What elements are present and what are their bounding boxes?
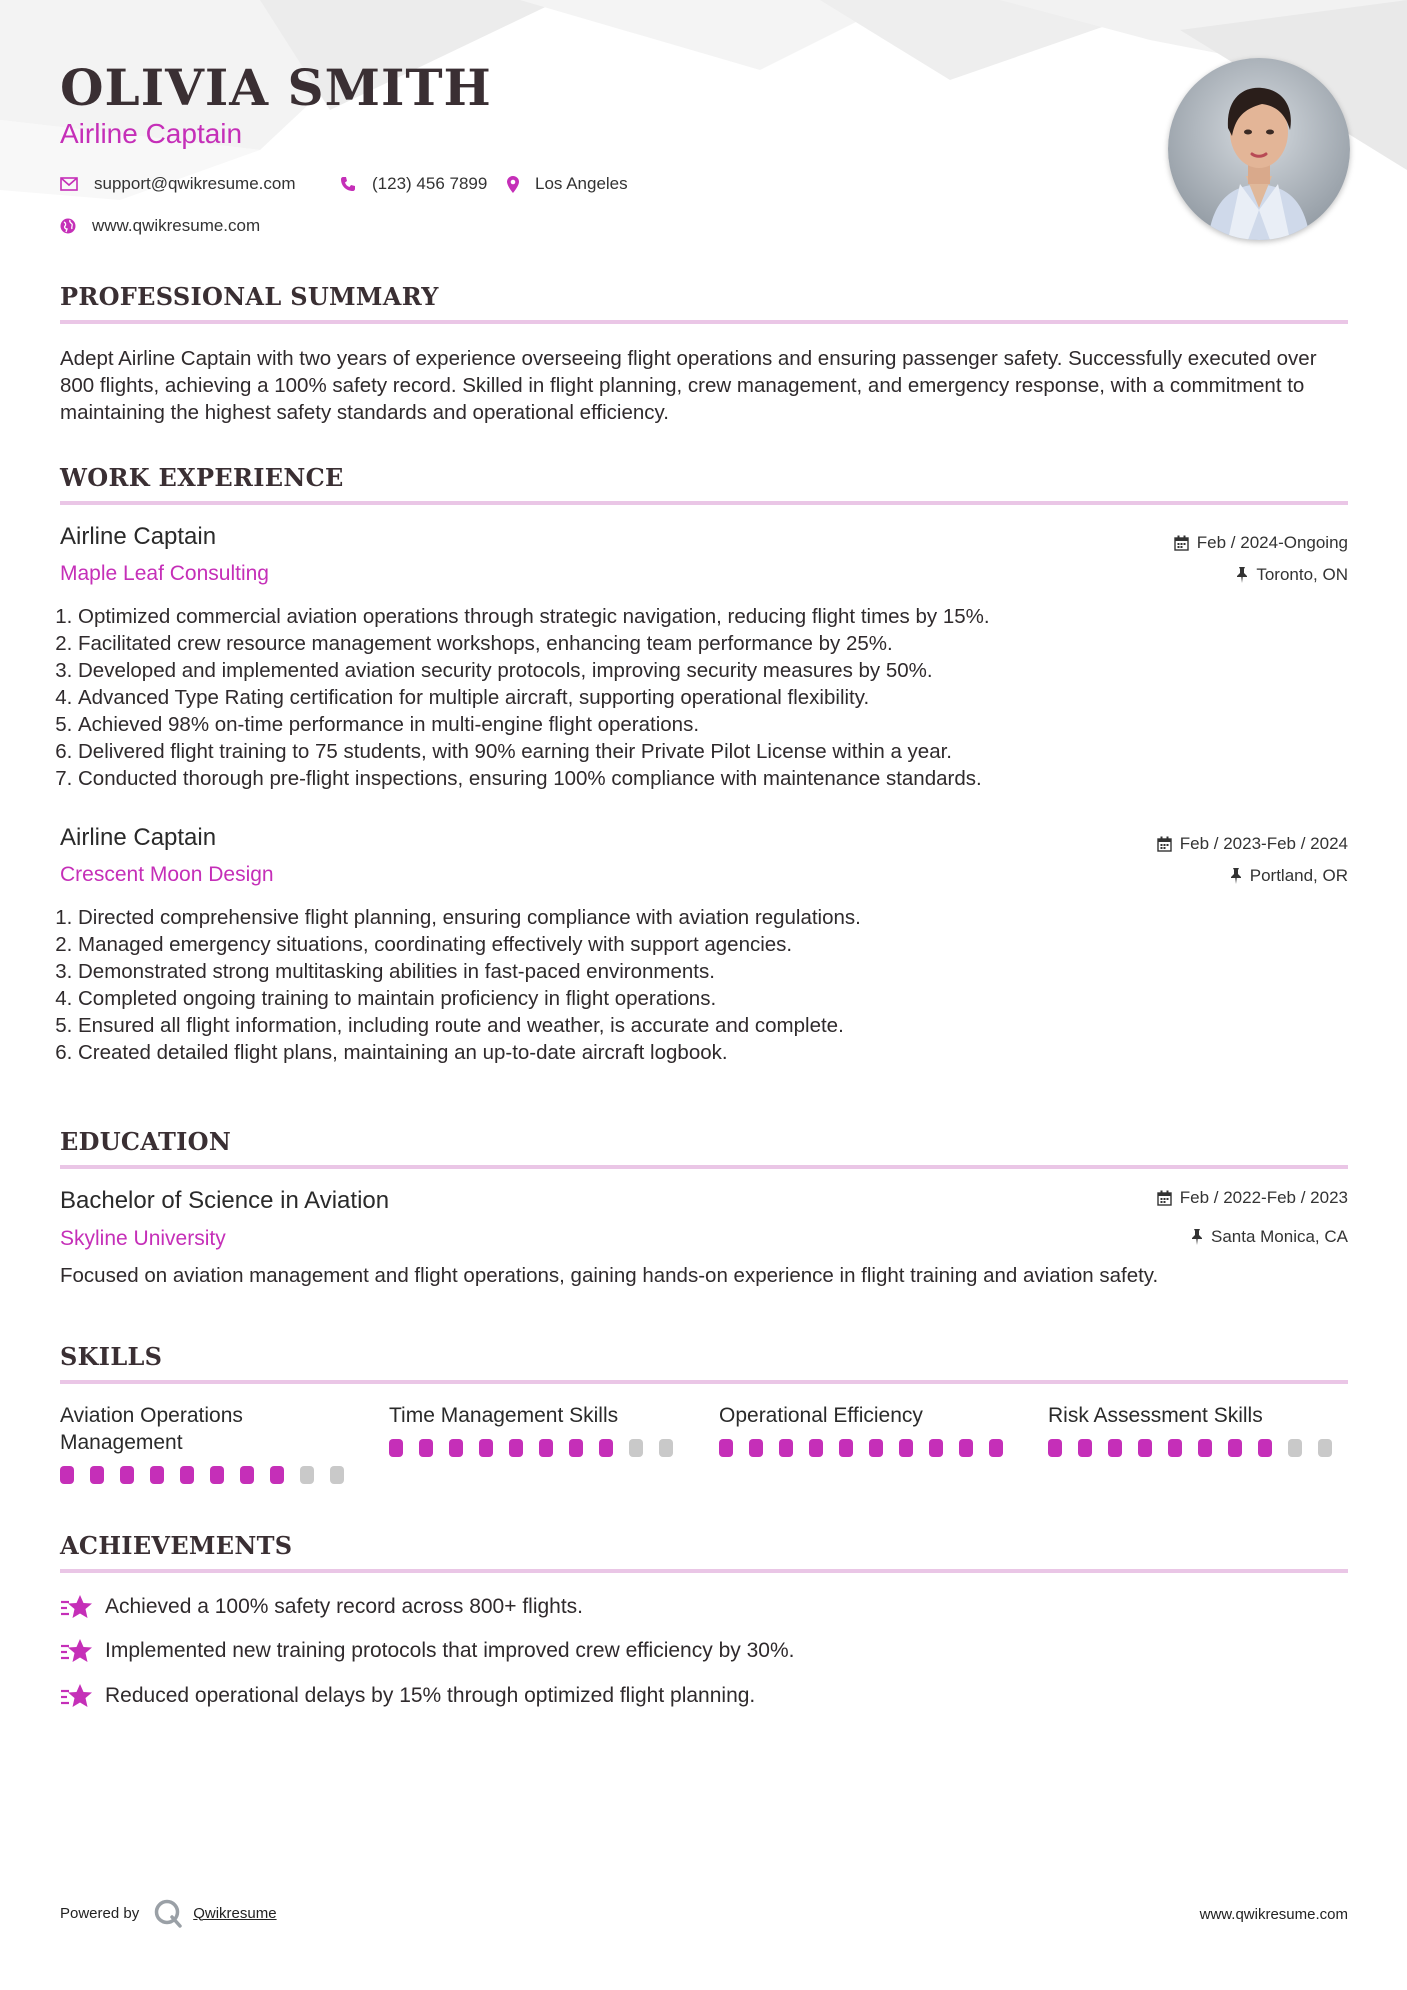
- skill-dot-filled: [569, 1439, 583, 1457]
- skill-dot-filled: [749, 1439, 763, 1457]
- contact-website[interactable]: [60, 216, 260, 236]
- job-bullet-list: [78, 603, 1348, 792]
- skill-dot-filled: [839, 1439, 853, 1457]
- achievement-item: [60, 1682, 755, 1710]
- list-item: 2. Facilitated crew resource management workshops, enhancing team performance by 25%.: [78, 630, 1348, 657]
- list-item: 1. Optimized commercial aviation operations through strategic navigation, reducing flight times by 15%.: [78, 603, 1348, 630]
- job-location: [1236, 565, 1348, 585]
- email-text: support@qwikresume.com: [94, 174, 296, 193]
- achievement-item: [60, 1593, 583, 1621]
- education-school: Skyline University: [60, 1227, 226, 1250]
- education-description: Focused on aviation management and flight operations, gaining hands-on experience in flight training and aviation safety.: [60, 1264, 1159, 1287]
- section-title-summary: PROFESSIONAL SUMMARY: [60, 282, 439, 311]
- skill-dot-filled: [1048, 1439, 1062, 1457]
- skill-dot-filled: [929, 1439, 943, 1457]
- skill-item: [60, 1402, 360, 1484]
- job-date: [1174, 533, 1348, 553]
- phone-icon: [340, 176, 356, 192]
- skill-dot-filled: [899, 1439, 913, 1457]
- list-item: 2. Managed emergency situations, coordinating effectively with support agencies.: [78, 931, 1348, 958]
- list-item: 4. Advanced Type Rating certification for multiple aircraft, supporting operational flexibility.: [78, 684, 1348, 711]
- job-date-text: Feb / 2023-Feb / 2024: [1179, 834, 1348, 853]
- website-text: www.qwikresume.com: [92, 216, 261, 235]
- star-badge-icon: [60, 1682, 93, 1710]
- list-item: 4. Completed ongoing training to maintain proficiency in flight operations.: [78, 985, 1348, 1012]
- skill-name: Time Management Skills: [389, 1404, 619, 1427]
- job-date-text: Feb / 2024-Ongoing: [1196, 533, 1348, 552]
- skill-name: Risk Assessment Skills: [1048, 1404, 1263, 1427]
- pushpin-icon: [1230, 868, 1242, 884]
- skill-item: [1048, 1402, 1348, 1457]
- pushpin-icon: [1236, 567, 1248, 583]
- section-divider: [60, 320, 1348, 324]
- job-company: Maple Leaf Consulting: [60, 562, 269, 585]
- skill-dot-filled: [779, 1439, 793, 1457]
- skill-dot-filled: [1108, 1439, 1122, 1457]
- job-bullet-list: [78, 904, 1348, 1066]
- skill-dot-filled: [150, 1466, 164, 1484]
- candidate-name: OLIVIA SMITH: [60, 58, 492, 117]
- skill-level-dots: [389, 1439, 689, 1457]
- job-location-text: Toronto, ON: [1256, 565, 1348, 584]
- list-item: 3. Demonstrated strong multitasking abilities in fast-paced environments.: [78, 958, 1348, 985]
- job-title: Airline Captain: [60, 523, 217, 550]
- skill-dot-filled: [719, 1439, 733, 1457]
- job-location-text: Portland, OR: [1249, 866, 1348, 885]
- section-title-achievements: ACHIEVEMENTS: [60, 1531, 293, 1560]
- skill-dot-filled: [1138, 1439, 1152, 1457]
- skill-level-dots: [60, 1466, 360, 1484]
- calendar-icon: [1157, 836, 1172, 852]
- section-divider: [60, 1165, 1348, 1169]
- skill-dot-empty: [659, 1439, 673, 1457]
- skill-dot-filled: [180, 1466, 194, 1484]
- calendar-icon: [1174, 535, 1189, 551]
- job-company: Crescent Moon Design: [60, 863, 274, 886]
- skill-dot-filled: [1078, 1439, 1092, 1457]
- skill-dot-filled: [599, 1439, 613, 1457]
- contact-location: [507, 174, 628, 194]
- contact-email[interactable]: [60, 174, 296, 194]
- skill-dot-filled: [479, 1439, 493, 1457]
- education-date-text: Feb / 2022-Feb / 2023: [1179, 1188, 1348, 1207]
- section-title-education: EDUCATION: [60, 1127, 232, 1156]
- skill-dot-filled: [509, 1439, 523, 1457]
- education-date: [1157, 1188, 1348, 1208]
- candidate-role: Airline Captain: [60, 118, 243, 149]
- pushpin-icon: [1191, 1229, 1203, 1245]
- skill-dot-filled: [210, 1466, 224, 1484]
- qwikresume-logo-icon: [153, 1898, 183, 1928]
- map-pin-icon: [507, 176, 519, 193]
- achievement-text: Reduced operational delays by 15% through optimized flight planning.: [105, 1684, 756, 1707]
- footer-website[interactable]: www.qwikresume.com: [1199, 1906, 1348, 1923]
- footer-powered-by: [60, 1898, 277, 1928]
- profile-photo: [1168, 58, 1350, 240]
- contact-phone[interactable]: [340, 174, 487, 194]
- star-badge-icon: [60, 1593, 93, 1621]
- skill-dot-empty: [629, 1439, 643, 1457]
- skill-dot-filled: [270, 1466, 284, 1484]
- summary-text: Adept Airline Captain with two years of experience overseeing flight operations and ensuring passenger safety. Successfully executed over 800 flights, achieving a 100% safety record. Skilled in flight planning, crew management, and emergency response, with a commitment to maintaining the highest safety standards and operational efficiency.: [60, 347, 1317, 424]
- skill-dot-empty: [330, 1466, 344, 1484]
- section-divider: [60, 1380, 1348, 1384]
- education-location-text: Santa Monica, CA: [1210, 1227, 1348, 1246]
- skill-dot-filled: [120, 1466, 134, 1484]
- phone-text: (123) 456 7899: [372, 174, 488, 193]
- job-location: [1230, 866, 1348, 886]
- skill-dot-filled: [539, 1439, 553, 1457]
- list-item: 5. Achieved 98% on-time performance in multi-engine flight operations.: [78, 711, 1348, 738]
- globe-icon: [60, 218, 76, 234]
- skill-dot-filled: [419, 1439, 433, 1457]
- skill-item: [389, 1402, 689, 1457]
- job-title: Airline Captain: [60, 824, 217, 851]
- section-divider: [60, 1569, 1348, 1573]
- list-item: 7. Conducted thorough pre-flight inspections, ensuring 100% compliance with maintenance standards.: [78, 765, 1348, 792]
- skill-name: Operational Efficiency: [719, 1404, 923, 1427]
- skill-dot-filled: [1198, 1439, 1212, 1457]
- achievement-text: Implemented new training protocols that improved crew efficiency by 30%.: [105, 1639, 795, 1662]
- calendar-icon: [1157, 1190, 1172, 1206]
- skill-dot-empty: [1288, 1439, 1302, 1457]
- section-title-experience: WORK EXPERIENCE: [60, 463, 344, 492]
- achievement-text: Achieved a 100% safety record across 800+ flights.: [105, 1595, 584, 1618]
- skill-dot-filled: [449, 1439, 463, 1457]
- education-location: [1191, 1227, 1348, 1247]
- skill-dot-filled: [1228, 1439, 1242, 1457]
- skill-dot-empty: [1318, 1439, 1332, 1457]
- star-badge-icon: [60, 1637, 93, 1665]
- skill-dot-filled: [240, 1466, 254, 1484]
- list-item: 3. Developed and implemented aviation security protocols, improving security measures by 50%.: [78, 657, 1348, 684]
- skill-level-dots: [719, 1439, 1019, 1457]
- achievement-item: [60, 1637, 794, 1665]
- job-date: [1157, 834, 1348, 854]
- section-title-skills: SKILLS: [60, 1342, 163, 1371]
- skill-dot-filled: [869, 1439, 883, 1457]
- skill-dot-empty: [300, 1466, 314, 1484]
- skill-dot-filled: [389, 1439, 403, 1457]
- skill-dot-filled: [989, 1439, 1003, 1457]
- section-divider: [60, 501, 1348, 505]
- skill-dot-filled: [1258, 1439, 1272, 1457]
- skill-dot-filled: [90, 1466, 104, 1484]
- skill-item: [719, 1402, 1019, 1457]
- list-item: 6. Created detailed flight plans, maintaining an up-to-date aircraft logbook.: [78, 1039, 1348, 1066]
- skill-dot-filled: [60, 1466, 74, 1484]
- list-item: 5. Ensured all flight information, including route and weather, is accurate and complete.: [78, 1012, 1348, 1039]
- list-item: 1. Directed comprehensive flight planning, ensuring compliance with aviation regulations.: [78, 904, 1348, 931]
- skill-dot-filled: [959, 1439, 973, 1457]
- skill-dot-filled: [809, 1439, 823, 1457]
- education-degree: Bachelor of Science in Aviation: [60, 1187, 390, 1214]
- location-text: Los Angeles: [535, 174, 628, 193]
- powered-by-label: Powered by: [60, 1904, 140, 1922]
- list-item: 6. Delivered flight training to 75 students, with 90% earning their Private Pilot License within a year.: [78, 738, 1348, 765]
- skill-dot-filled: [1168, 1439, 1182, 1457]
- qwikresume-link[interactable]: Qwikresume: [193, 1904, 277, 1922]
- envelope-icon: [60, 177, 78, 191]
- skill-level-dots: [1048, 1439, 1348, 1457]
- skill-name: Aviation Operations Management: [60, 1404, 243, 1454]
